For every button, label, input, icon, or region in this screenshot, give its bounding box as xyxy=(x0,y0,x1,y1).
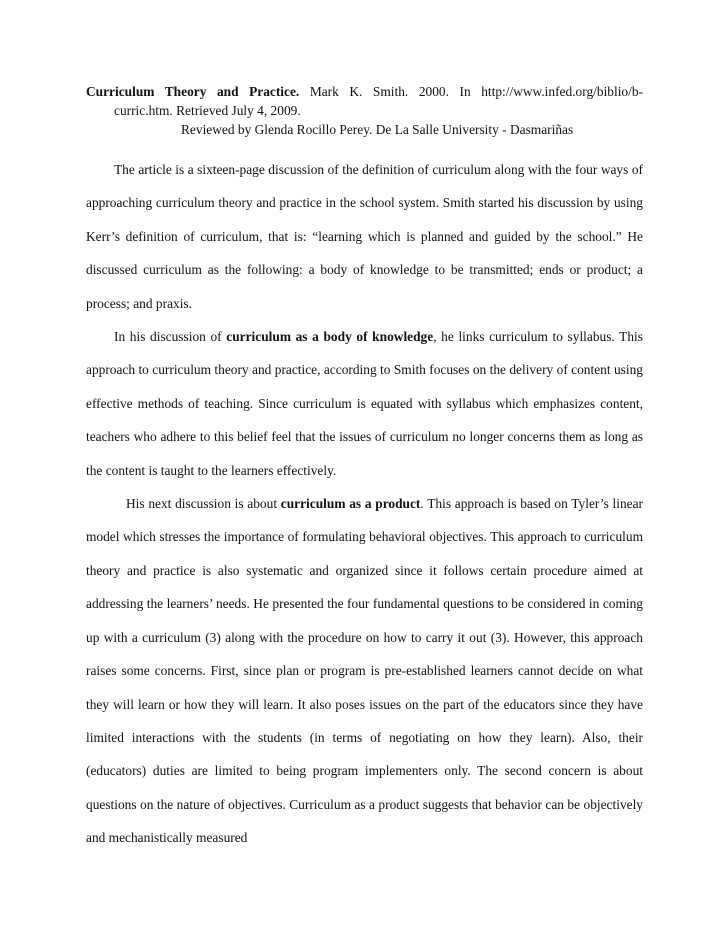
paragraph-2 xyxy=(86,320,643,487)
citation-block xyxy=(86,82,643,139)
paragraph-3 xyxy=(86,487,643,854)
paragraph-2-start: In his discussion of xyxy=(114,329,227,345)
article-body xyxy=(86,153,643,855)
paragraph-3-start: His next discussion is about xyxy=(126,496,281,512)
heading-body-of-knowledge: curriculum as a body of knowledge xyxy=(226,329,434,345)
citation-line-1 xyxy=(86,82,643,101)
reviewer-line: Reviewed by Glenda Rocillo Perey. De La Salle University - Dasmariñas xyxy=(181,122,574,137)
citation-line-2: curric.htm. Retrieved July 4, 2009. xyxy=(114,103,301,118)
paragraph-2-rest: , he links curriculum to syllabus. This approach to curriculum theory and practice, according to Smith focuses on the delivery of content using effective methods of teaching. Since curriculum is equated with syllabus which emphasizes content, teachers who adhere to this belief feel that the issues of curriculum no longer concerns them as long as the content is taught to the learners effectively. xyxy=(86,329,643,478)
citation-author-url: Mark K. Smith. 2000. In http://www.infed.org/biblio/b- xyxy=(299,84,643,99)
heading-product: curriculum as a product xyxy=(280,496,421,512)
article-title: Curriculum Theory and Practice. xyxy=(86,84,300,99)
paragraph-1: The article is a sixteen-page discussion of the definition of curriculum along with the four ways of approaching curriculum theory and practice in the school system. Smith started his discussion by using Kerr’s definition of curriculum, that is: “learning which is planned and guided by the school.” He discussed curriculum as the following: a body of knowledge to be transmitted; ends or product; a process; and praxis. xyxy=(86,162,643,311)
document-page xyxy=(86,82,643,855)
paragraph-3-rest: . This approach is based on Tyler’s linear model which stresses the importance of formulating behavioral objectives. This approach to curriculum theory and practice is also systematic and organized since it follows certain procedure aimed at addressing the learners’ needs. He presented the four fundamental questions to be considered in coming up with a curriculum (3) along with the procedure on how to carry it out (3). However, this approach raises some concerns. First, since plan or program is pre-established learners cannot decide on what they will learn or how they will learn. It also poses issues on the part of the educators since they have limited interactions with the students (in terms of negotiating on how they learn). Also, their (educators) duties are limited to being program implementers only. The second concern is about questions on the nature of objectives. Curriculum as a product suggests that behavior can be objectively and mechanistically measured xyxy=(86,496,644,846)
